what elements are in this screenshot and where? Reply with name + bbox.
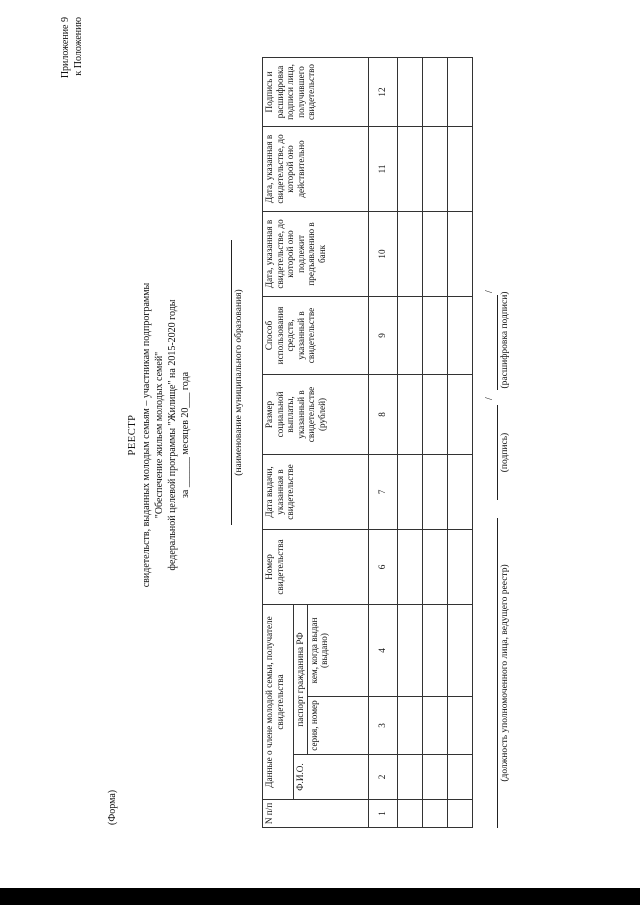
title-line-3: "Обеспечение жильем молодых семей" [153, 351, 165, 519]
table-cell[interactable] [447, 800, 472, 828]
title-line-5: за ______ месяцев 20___ года [179, 371, 191, 499]
table-cell[interactable] [422, 604, 447, 696]
header-amount: Размер социальной выплаты, указанный в свидетельстве (рублей) [263, 374, 369, 454]
header-issued-by: кем, когда выдан (выдано) [307, 604, 368, 696]
slash-separator: / [484, 397, 495, 400]
column-number: 9 [368, 296, 397, 374]
table-cell[interactable] [397, 604, 422, 696]
header-row-1 [263, 57, 294, 827]
header-fio: Ф.И.О. [294, 755, 369, 800]
header-num: N п/п [263, 800, 369, 828]
column-number: 1 [368, 800, 397, 828]
column-number: 2 [368, 755, 397, 800]
table-row [397, 57, 422, 827]
column-number: 4 [368, 604, 397, 696]
table-cell[interactable] [422, 296, 447, 374]
table-cell[interactable] [397, 800, 422, 828]
position-caption: (должность уполномоченного лица, ведущего реестр) [500, 564, 510, 782]
column-number: 6 [368, 529, 397, 604]
table-cell[interactable] [447, 374, 472, 454]
table-cell[interactable] [447, 211, 472, 296]
table-cell[interactable] [397, 697, 422, 755]
municipality-line [231, 240, 232, 525]
column-number: 7 [368, 454, 397, 529]
column-number: 10 [368, 211, 397, 296]
table-cell[interactable] [422, 374, 447, 454]
table-cell[interactable] [397, 126, 422, 211]
header-issue-date: Дата выдачи, указанная в свидетельстве [263, 454, 369, 529]
table-cell[interactable] [397, 374, 422, 454]
slash-separator: / [484, 290, 495, 293]
decoding-caption: (расшифровка подписи) [500, 291, 510, 389]
table-cell[interactable] [422, 529, 447, 604]
header-family-group: Данные о члене молодой семьи, получателе свидетельства [263, 604, 294, 799]
column-number-row [368, 57, 397, 827]
table-row [447, 57, 472, 827]
column-number: 8 [368, 374, 397, 454]
signature-caption: (подпись) [500, 432, 510, 473]
table-cell[interactable] [397, 755, 422, 800]
table-cell[interactable] [397, 454, 422, 529]
table-cell[interactable] [397, 296, 422, 374]
table-cell[interactable] [447, 604, 472, 696]
table-cell[interactable] [447, 296, 472, 374]
table-cell[interactable] [422, 454, 447, 529]
header-passport-group: паспорт гражданина РФ [294, 604, 308, 754]
table-cell[interactable] [422, 211, 447, 296]
table-cell[interactable] [422, 697, 447, 755]
header-series: серия, номер [307, 697, 368, 755]
header-cert-number: Номер свидетельства [263, 529, 369, 604]
decoding-line [497, 295, 498, 390]
header-signature: Подпись и расшифровка подписи лица, получившего свидетельство [263, 57, 369, 126]
header-valid-date: Дата, указанная в свидетельстве, до которой оно действительно [263, 126, 369, 211]
table-cell[interactable] [397, 529, 422, 604]
title-line-2: свидетельств, выданных молодым семьям – участникам подпрограммы [140, 282, 152, 588]
form-label: (Форма) [107, 789, 118, 825]
table-cell[interactable] [447, 454, 472, 529]
table-cell[interactable] [397, 211, 422, 296]
signature-line [497, 405, 498, 500]
title-line-4: федеральной целевой программы "Жилище" на 2015-2020 годы [166, 299, 178, 571]
table-cell[interactable] [397, 57, 422, 126]
appendix-note [60, 17, 85, 127]
column-number: 12 [368, 57, 397, 126]
position-line [497, 518, 498, 828]
table-cell[interactable] [422, 755, 447, 800]
appendix-line-2: к Положению [72, 17, 84, 76]
table-cell[interactable] [447, 57, 472, 126]
table-cell[interactable] [447, 529, 472, 604]
header-method: Способ использования средств, указанный в свидетельстве [263, 296, 369, 374]
title-reestr: РЕЕСТР [127, 414, 138, 456]
table-cell[interactable] [447, 755, 472, 800]
table-row [422, 57, 447, 827]
table-cell[interactable] [447, 126, 472, 211]
column-number: 11 [368, 126, 397, 211]
appendix-line-1: Приложение 9 [60, 17, 71, 79]
header-bank-date: Дата, указанная в свидетельстве, до которой оно подлежит предъявлению в банк [263, 211, 369, 296]
table-cell[interactable] [422, 800, 447, 828]
table-cell[interactable] [422, 126, 447, 211]
table-cell[interactable] [422, 57, 447, 126]
municipality-caption: (наименование муниципального образования) [234, 289, 244, 476]
table-cell[interactable] [447, 697, 472, 755]
column-number: 3 [368, 697, 397, 755]
register-table [262, 57, 473, 828]
title-block [126, 165, 192, 705]
